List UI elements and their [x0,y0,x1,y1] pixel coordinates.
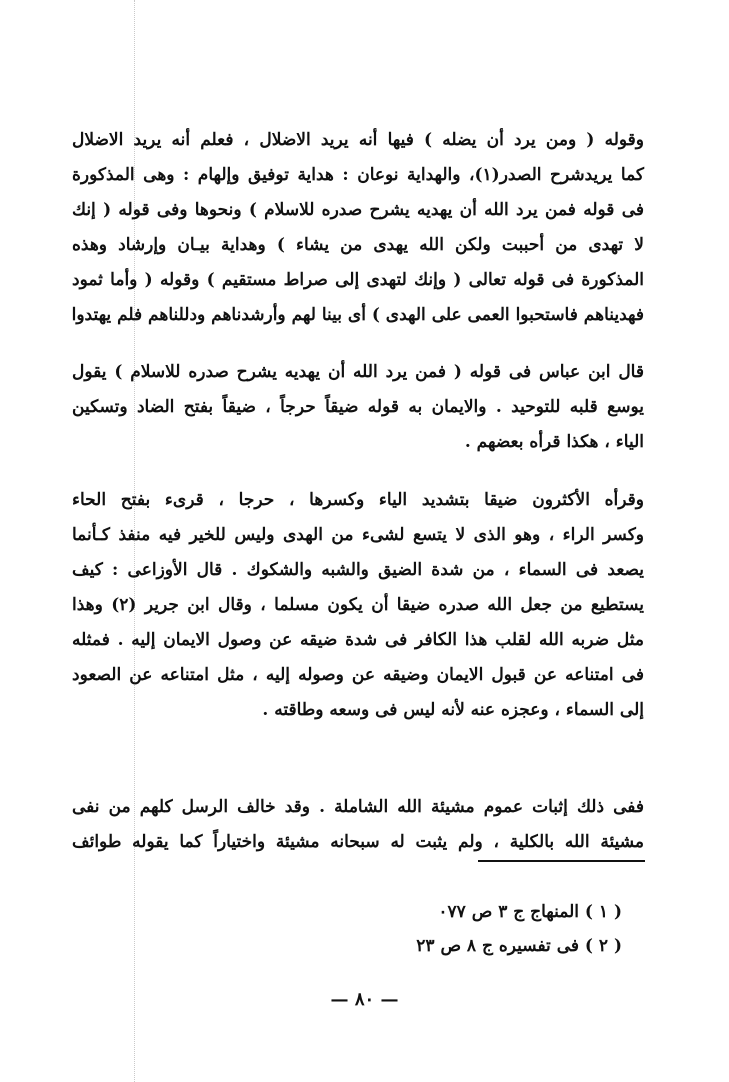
footnote-1: ( ١ ) المنهاج ج ٣ ص ٠٧٧ [438,902,622,922]
text-line: الياء ، هكذا قرأه بعضهم . [464,432,644,452]
footnote-2: ( ٢ ) فى تفسيره ج ٨ ص ٢٣ [416,936,622,956]
text-line: فى امتناعه عن قبول الايمان وضيقه عن وصوله إليه ، مثل امتناعه عن الصعود [72,665,644,685]
text-line: وكسر الراء ، وهو الذى لا يتسع لشىء من الهدى وليس للخير فيه منفذ كـأنما [72,525,644,545]
footnotes [300,895,622,963]
paragraph-3 [72,483,644,728]
text-line: قال ابن عباس فى قوله ( فمن يرد الله أن يهديه يشرح صدره للاسلام ) يقول [72,362,644,382]
text-line: وقوله ( ومن يرد أن يضله ) فيها أنه يريد الاضلال ، فعلم أنه يريد الاضلال [72,130,644,150]
text-line: لا تهدى من أحببت ولكن الله يهدى من يشاء ) وهداية بيـان وإرشاد وهذه [72,235,644,255]
text-line: مثل ضربه الله لقلب هذا الكافر فى شدة ضيقه عن وصول الايمان إليه . فمثله [72,630,644,650]
paragraph-2 [72,355,644,460]
text-line: المذكورة فى قوله تعالى ( وإنك لتهدى إلى صراط مستقيم ) وقوله ( وأما ثمود [72,270,644,290]
text-line: فهديناهم فاستحبوا العمى على الهدى ) أى بينا لهم وأرشدناهم ودللناهم فلم يهتدوا [71,305,644,325]
text-line: وقرأه الأكثرون ضيقا بتشديد الياء وكسرها ، حرجا ، قرىء بفتح الحاء [72,490,644,510]
text-line: فى قوله فمن يرد الله أن يهديه يشرح صدره للاسلام ) ونحوها وفى قوله ( إنك [72,200,644,220]
paragraph-1 [72,123,644,333]
text-line: كما يريدشرح الصدر(١)، والهداية نوعان : هداية توفيق وإلهام : وهى المذكورة [72,165,644,185]
text-line: مشيئة الله بالكلية ، ولم يثبت له سبحانه مشيئة واختياراً كما يقوله طوائف [72,832,644,852]
text-line: يوسع قلبه للتوحيد . والايمان به قوله ضيقاً حرجاً ، ضيقاً بفتح الضاد وتسكين [72,397,644,417]
text-line: ففى ذلك إثبات عموم مشيئة الله الشاملة . وقد خالف الرسل كلهم من نفى [72,797,644,817]
text-line: يستطيع من جعل الله صدره ضيقا أن يكون مسلما ، وقال ابن جرير (٢) وهذا [72,595,644,615]
text-line: يصعد فى السماء ، من شدة الضيق والشبه والشكوك . قال الأوزاعى : كيف [72,560,644,580]
page-number: — ٨٠ — [330,989,399,1010]
text-line: إلى السماء ، وعجزه عنه لأنه ليس فى وسعه وطاقته . [262,700,644,720]
footnote-divider [478,860,645,862]
paragraph-4 [72,790,644,860]
